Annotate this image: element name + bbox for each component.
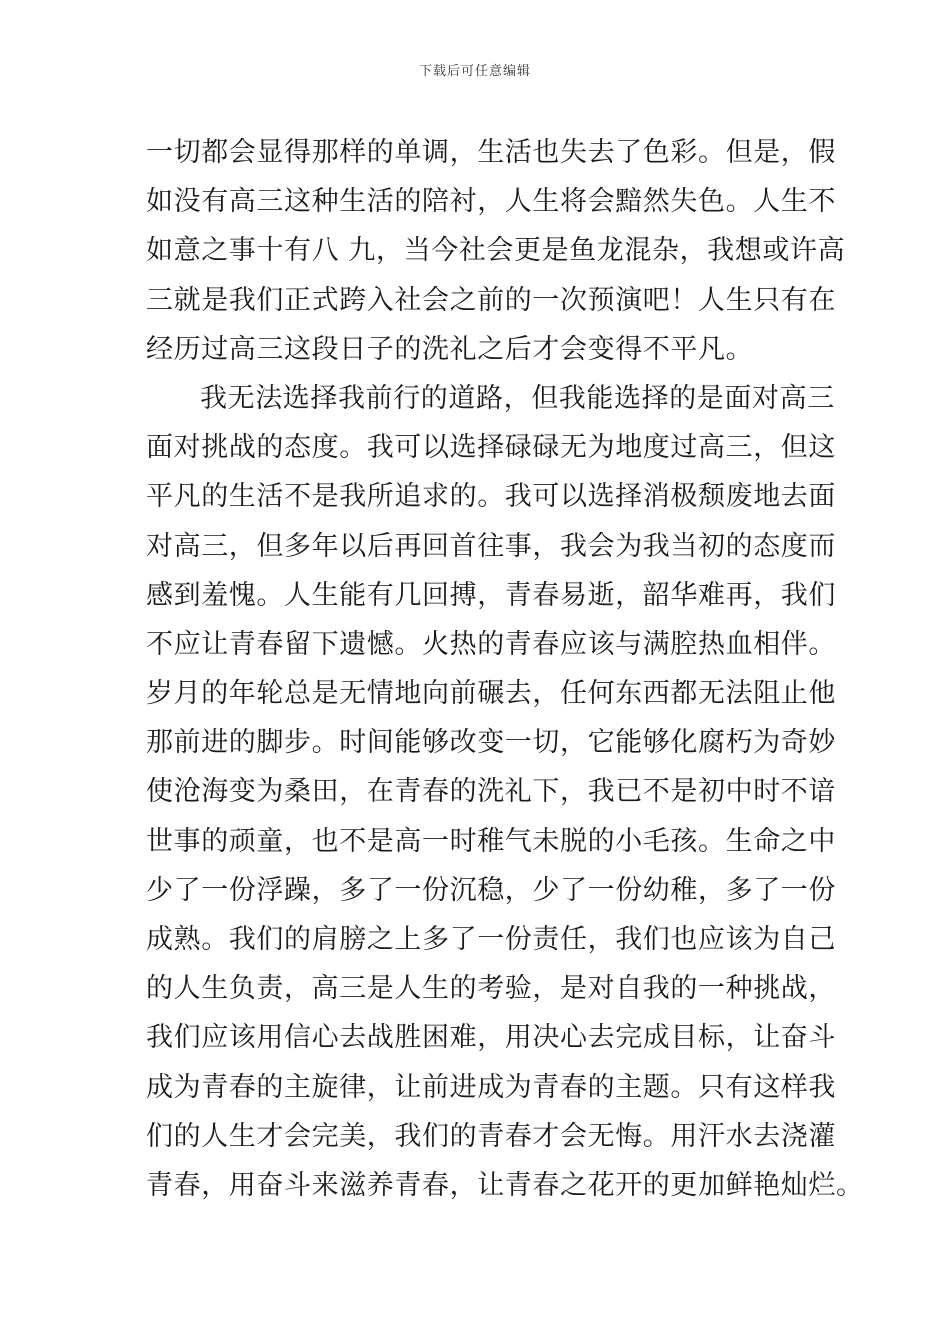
body-text [146,128,864,1210]
page-header: 下载后可任意编辑 [418,64,531,79]
text-line: 那前进的脚步。时间能够改变一切，它能够化腐朽为奇妙 [146,727,836,759]
text-line: 不应让青春留下遗憾。火热的青春应该与满腔热血相伴。 [146,628,836,660]
text-line: 岁月的年轮总是无情地向前碾去，任何东西都无法阻止他 [146,678,836,710]
text-line: 使沧海变为桑田，在青春的洗礼下，我已不是初中时不谙 [146,776,836,808]
text-line: 们的人生才会完美，我们的青春才会无悔。用汗水去浇灌 [146,1120,836,1152]
text-line: 成为青春的主旋律，让前进成为青春的主题。只有这样我 [146,1071,836,1103]
text-line: 成熟。我们的肩膀之上多了一份责任，我们也应该为自己 [146,924,836,955]
paragraph-start-line: 我无法选择我前行的道路，但我能选择的是面对高三 [200,382,835,414]
text-line: 如没有高三这种生活的陪衬，人生将会黯然失色。人生不 [146,186,836,218]
text-line: 平凡的生活不是我所追求的。我可以选择消极颓废地去面 [146,481,836,513]
text-line: 三就是我们正式跨入社会之前的一次预演吧！人生只有在 [146,284,836,316]
text-line: 面对挑战的态度。我可以选择碌碌无为地度过高三，但这 [146,432,836,464]
text-line: 青春，用奋斗来滋养青春，让青春之花开的更加鲜艳灿烂。 [146,1169,864,1201]
text-line: 对高三，但多年以后再回首往事，我会为我当初的态度而 [146,530,836,562]
text-line: 的人生负责，高三是人生的考验，是对自我的一种挑战， [146,973,836,1005]
text-line: 世事的顽童，也不是高一时稚气未脱的小毛孩。生命之中 [146,825,836,857]
text-line: 一切都会显得那样的单调，生活也失去了色彩。但是，假 [146,137,836,168]
text-line: 经历过高三这段日子的洗礼之后才会变得不平凡。 [146,333,754,365]
text-line: 少了一份浮躁，多了一份沉稳，少了一份幼稚，多了一份 [146,874,836,906]
text-line: 感到羞愧。人生能有几回搏，青春易逝，韶华难再，我们 [146,579,836,611]
text-line: 如意之事十有八 九，当今社会更是鱼龙混杂，我想或许高 [146,235,846,267]
text-line: 我们应该用信心去战胜困难，用决心去完成目标，让奋斗 [146,1022,836,1054]
